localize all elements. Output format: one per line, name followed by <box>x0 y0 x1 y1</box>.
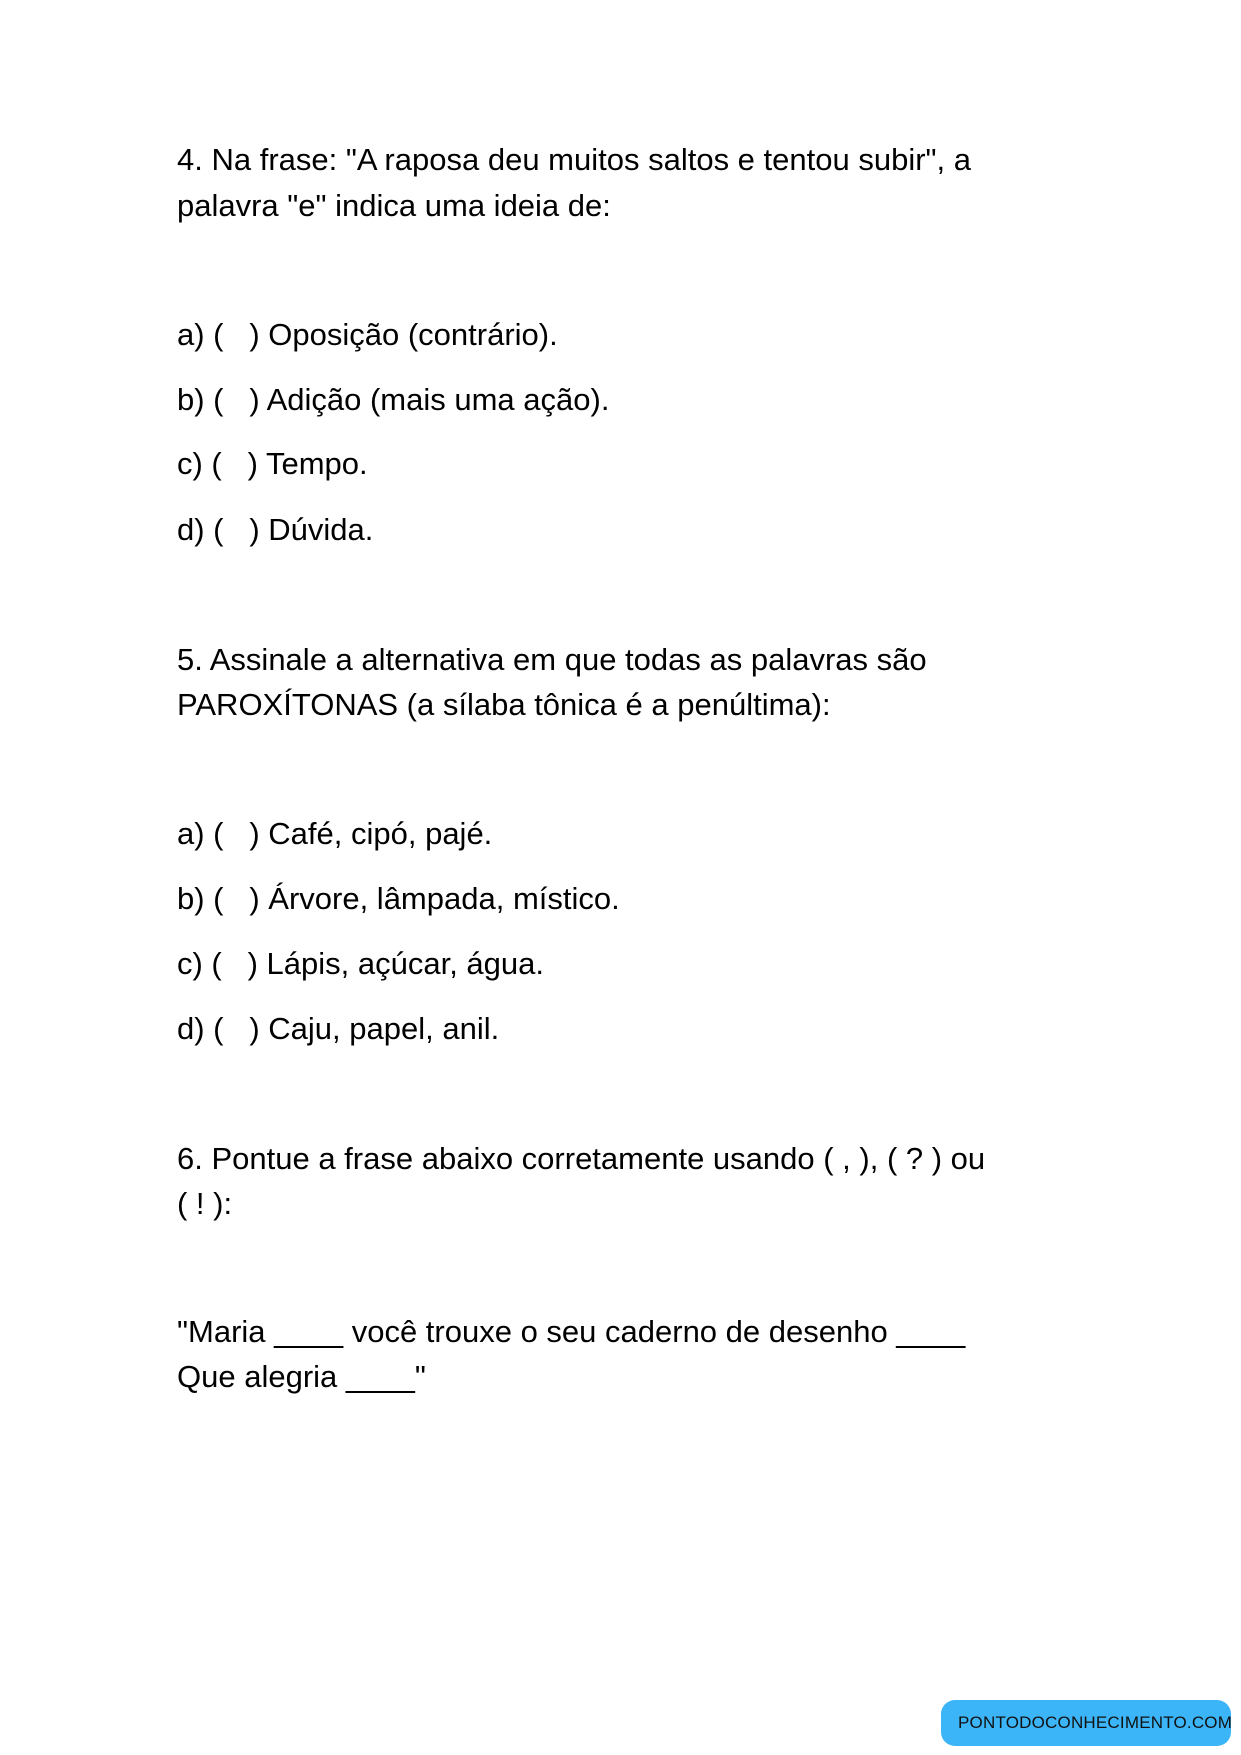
q4-option-c: c) ( ) Tempo. <box>177 446 368 481</box>
q5-option-c: c) ( ) Lápis, açúcar, água. <box>177 946 545 981</box>
q4-option-b: b) ( ) Adição (mais uma ação). <box>177 382 610 417</box>
q4-stem-line-1: 4. Na frase: "A raposa deu muitos saltos e tentou subir", a <box>177 142 971 177</box>
q6-sentence-line-2: Que alegria ____" <box>177 1359 426 1394</box>
q6-stem-line-2: ( ! ): <box>177 1186 233 1221</box>
q5-option-d: d) ( ) Caju, papel, anil. <box>177 1011 500 1046</box>
site-badge[interactable] <box>941 1700 1231 1746</box>
q6-stem-line-1: 6. Pontue a frase abaixo corretamente usando ( , ), ( ? ) ou <box>177 1141 986 1176</box>
q5-option-b: b) ( ) Árvore, lâmpada, místico. <box>177 881 620 916</box>
q4-option-d: d) ( ) Dúvida. <box>177 512 374 547</box>
q5-stem-line-1: 5. Assinale a alternativa em que todas as palavras são <box>177 642 927 677</box>
q5-stem-line-2: PAROXÍTONAS (a sílaba tônica é a penúltima): <box>177 687 831 722</box>
q6-sentence-line-1: "Maria ____ você trouxe o seu caderno de desenho ____ <box>177 1314 966 1349</box>
q5-option-a: a) ( ) Café, cipó, pajé. <box>177 816 493 851</box>
q4-stem-line-2: palavra "e" indica uma ideia de: <box>177 188 611 223</box>
badge-text: PONTODOCONHECIMENTO.COM <box>958 1713 1233 1732</box>
q4-option-a: a) ( ) Oposição (contrário). <box>177 317 558 352</box>
